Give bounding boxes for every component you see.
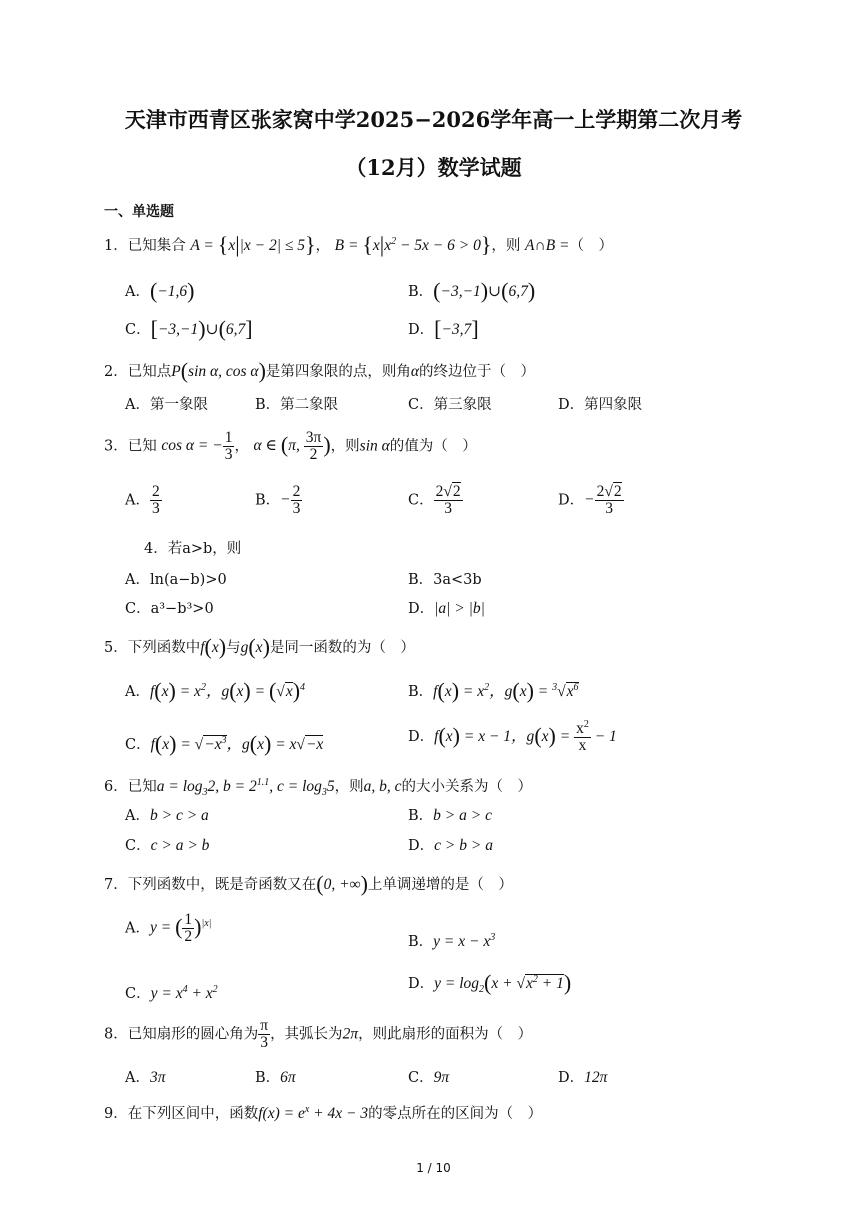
question-2: 2．已知点P(sin α, cos α)是第四象限的点，则角α的终边位于（ ） bbox=[104, 358, 536, 383]
question-1: 1．已知集合 A = {x||x − 2| ≤ 5}， $B = \{x|x^2 - 5x - 6 > 0\}$，则 A∩B =（ ） bbox=[104, 232, 613, 257]
section-heading-single-choice: 一、单选题 bbox=[104, 204, 174, 220]
page-number: 1 / 10 bbox=[416, 1161, 451, 1175]
q6-option-b[interactable]: B．b > a > c bbox=[408, 807, 492, 824]
q1-option-d[interactable]: D．[−3,7] bbox=[408, 316, 479, 341]
q7-option-d[interactable]: D．$y = \log_2(x + √x^2 + 1)$ bbox=[408, 970, 572, 996]
q8-option-c[interactable]: C．9π bbox=[408, 1069, 450, 1086]
question-5: 5．下列函数中f(x)与g(x)是同一函数的为（ ） bbox=[104, 634, 415, 659]
exam-title-line1: 天津市西青区张家窝中学2025−2026学年高一上学期第二次月考 bbox=[124, 107, 743, 132]
q3-option-d[interactable]: D．− $\frac{2√2}{3}$ bbox=[558, 483, 622, 518]
q2-option-d[interactable]: D．第四象限 bbox=[558, 397, 643, 413]
q1-option-a[interactable]: A．(−1,6) bbox=[125, 278, 195, 303]
q5-option-b[interactable]: B．$f(x) = x^2$，$g(x) = ^3√x^6$ bbox=[408, 678, 579, 703]
q7-option-c[interactable]: C．$y = x^4 + x^2$ bbox=[125, 983, 218, 1002]
q8-option-d[interactable]: D．12π bbox=[558, 1069, 608, 1086]
question-9: 9．在下列区间中，函数$f(x) = e^x + 4x - 3$的零点所在的区间为（ ） bbox=[104, 1103, 543, 1122]
question-6: 6．已知$a = \log_32$, $b = 2^{1.1}$, $c = \log_35$，则a, b, c的大小关系为（ ） bbox=[104, 776, 533, 799]
q7-option-a[interactable]: A．y = ( $\frac{1}{2}$ )$^{|x|}$ bbox=[125, 911, 212, 946]
q2-option-a[interactable]: A．第一象限 bbox=[125, 397, 208, 413]
question-3: 3．已知 cos α = − $\frac{1}{3}$ ， α ∈ (π, $\frac{3\pi}{2}$ )，则sin α的值为（ ） bbox=[104, 429, 477, 464]
q4-option-b[interactable]: B．3a<3b bbox=[408, 572, 482, 588]
q3-option-a[interactable]: A． $\frac{2}{3}$ bbox=[125, 483, 160, 518]
question-4: 4．若a>b，则 bbox=[144, 541, 242, 557]
exam-title-line2: （12月）数学试题 bbox=[345, 155, 522, 180]
q3-option-c[interactable]: C． $\frac{2√2}{3}$ bbox=[408, 483, 461, 518]
q4-option-d[interactable]: D．|a| > |b| bbox=[408, 600, 485, 617]
q5-option-d[interactable]: D．f(x) = x − 1，g(x) = $\frac{x^2}{x}$ − 1 bbox=[408, 719, 617, 755]
q5-option-a[interactable]: A．$f(x) = x^2$，$g(x) = (√x)^4$ bbox=[125, 678, 306, 703]
q8-option-a[interactable]: A．3π bbox=[125, 1069, 166, 1086]
q3-option-b[interactable]: B．− $\frac{2}{3}$ bbox=[255, 483, 301, 518]
q4-option-c[interactable]: C．a³−b³>0 bbox=[125, 601, 214, 617]
question-8: 8．已知扇形的圆心角为 $\frac{\pi}{3}$ ，其弧长为2π，则此扇形的面积为（ ） bbox=[104, 1017, 533, 1052]
q2-option-c[interactable]: C．第三象限 bbox=[408, 397, 492, 413]
question-7: 7．下列函数中，既是奇函数又在(0, +∞)上单调递增的是（ ） bbox=[104, 871, 513, 896]
q2-option-b[interactable]: B．第二象限 bbox=[255, 397, 339, 413]
q7-option-b[interactable]: B．$y = x - x^3$ bbox=[408, 931, 496, 950]
q4-option-a[interactable]: A．ln(a−b)>0 bbox=[125, 572, 227, 588]
q1-option-b[interactable]: B．(−3,−1)∪(6,7) bbox=[408, 278, 536, 303]
q1-option-c[interactable]: C．[−3,−1)∪(6,7] bbox=[125, 316, 253, 341]
q6-option-a[interactable]: A．b > c > a bbox=[125, 807, 209, 824]
q6-option-c[interactable]: C．c > a > b bbox=[125, 837, 210, 854]
q6-option-d[interactable]: D．c > b > a bbox=[408, 837, 493, 854]
q5-option-c[interactable]: C．$f(x) = √-x^3$，g(x) = x√−x bbox=[125, 731, 324, 756]
q8-option-b[interactable]: B．6π bbox=[255, 1069, 296, 1086]
